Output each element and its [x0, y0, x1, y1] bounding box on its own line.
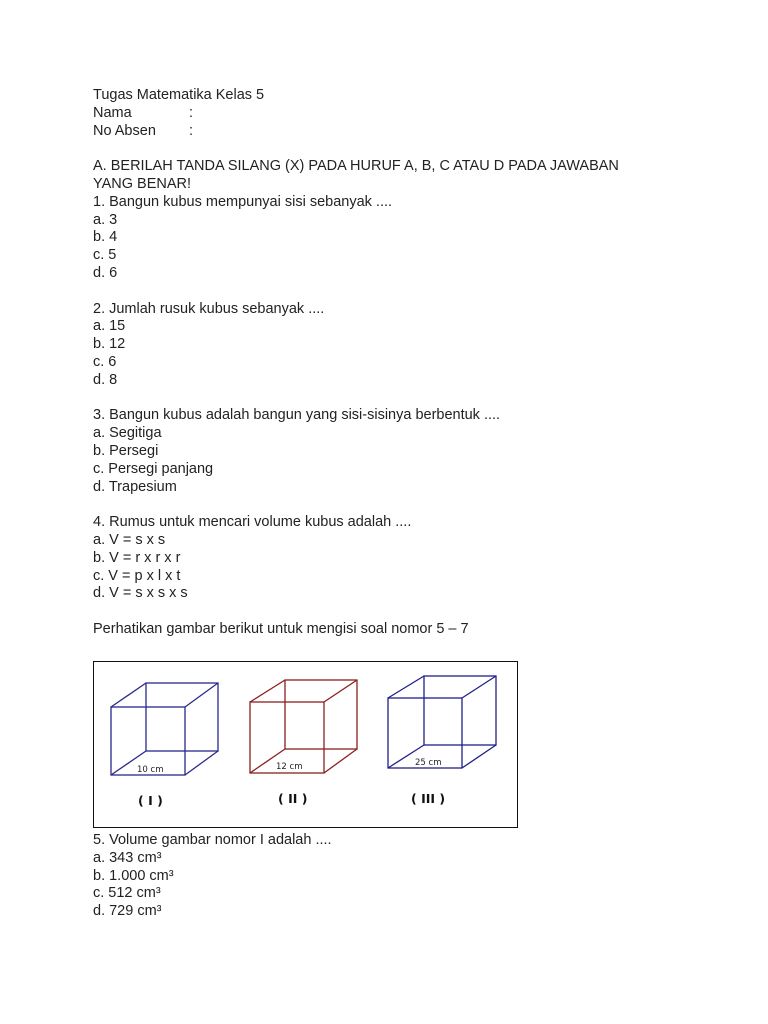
- spacer: [93, 603, 693, 621]
- question-5: [93, 832, 332, 921]
- spacer: [93, 496, 693, 514]
- worksheet-body: [93, 87, 693, 639]
- name-field: [93, 105, 693, 123]
- option: b. 4: [93, 229, 118, 246]
- cube-3: [388, 676, 496, 806]
- cube-figure: [93, 661, 518, 828]
- absen-label: No Absen: [93, 122, 156, 139]
- option: b. V = r x r x r: [93, 549, 181, 566]
- section-a-instruction: A. BERILAH TANDA SILANG (X) PADA HURUF A, B, C ATAU D PADA JAWABAN YANG BENAR!: [93, 158, 619, 192]
- option: d. V = s x s x s: [93, 585, 188, 602]
- option: c. 6: [93, 353, 117, 370]
- question-text: 3. Bangun kubus adalah bangun yang sisi-sisinya berbentuk ....: [93, 407, 501, 424]
- option: a. 15: [93, 318, 126, 335]
- option: c. 512 cm³: [93, 885, 161, 902]
- cube-3-label: 25 cm: [415, 758, 442, 768]
- option: a. Segitiga: [93, 425, 162, 442]
- option: b. Persegi: [93, 442, 159, 459]
- cube-1: [111, 683, 218, 808]
- question-text: 1. Bangun kubus mempunyai sisi sebanyak ....: [93, 193, 393, 210]
- cube-2: [250, 680, 357, 806]
- name-label: Nama: [93, 104, 132, 121]
- option: b. 12: [93, 336, 126, 353]
- question-2: [93, 301, 693, 390]
- option: d. 729 cm³: [93, 903, 162, 920]
- absen-field: [93, 123, 693, 141]
- cube-3-roman: ( III ): [411, 791, 446, 806]
- cube-1-roman: ( I ): [138, 793, 163, 808]
- spacer: [93, 390, 693, 408]
- option: d. 8: [93, 371, 118, 388]
- option: c. 5: [93, 247, 117, 264]
- question-text: 5. Volume gambar nomor I adalah ....: [93, 832, 332, 848]
- question-text: 4. Rumus untuk mencari volume kubus adalah ....: [93, 514, 412, 531]
- figure-intro: Perhatikan gambar berikut untuk mengisi soal nomor 5 – 7: [93, 620, 469, 637]
- worksheet-title: Tugas Matematika Kelas 5: [93, 87, 265, 103]
- cube-2-roman: ( II ): [278, 791, 308, 806]
- option: a. 3: [93, 211, 118, 228]
- cube-1-label: 10 cm: [137, 765, 164, 775]
- absen-colon: :: [189, 122, 194, 139]
- option: a. 343 cm³: [93, 849, 162, 866]
- question-4: [93, 514, 693, 603]
- option: b. 1.000 cm³: [93, 867, 174, 884]
- spacer: [93, 283, 693, 301]
- spacer: [93, 140, 693, 158]
- option: c. Persegi panjang: [93, 460, 214, 477]
- question-text: 2. Jumlah rusuk kubus sebanyak ....: [93, 300, 325, 317]
- question-1: [93, 194, 693, 283]
- question-3: [93, 407, 693, 496]
- cube-drawings: [94, 662, 519, 829]
- option: a. V = s x s: [93, 531, 166, 548]
- cube-2-label: 12 cm: [276, 762, 303, 772]
- name-colon: :: [189, 104, 194, 121]
- option: d. 6: [93, 264, 118, 281]
- option: c. V = p x l x t: [93, 567, 181, 584]
- option: d. Trapesium: [93, 478, 177, 495]
